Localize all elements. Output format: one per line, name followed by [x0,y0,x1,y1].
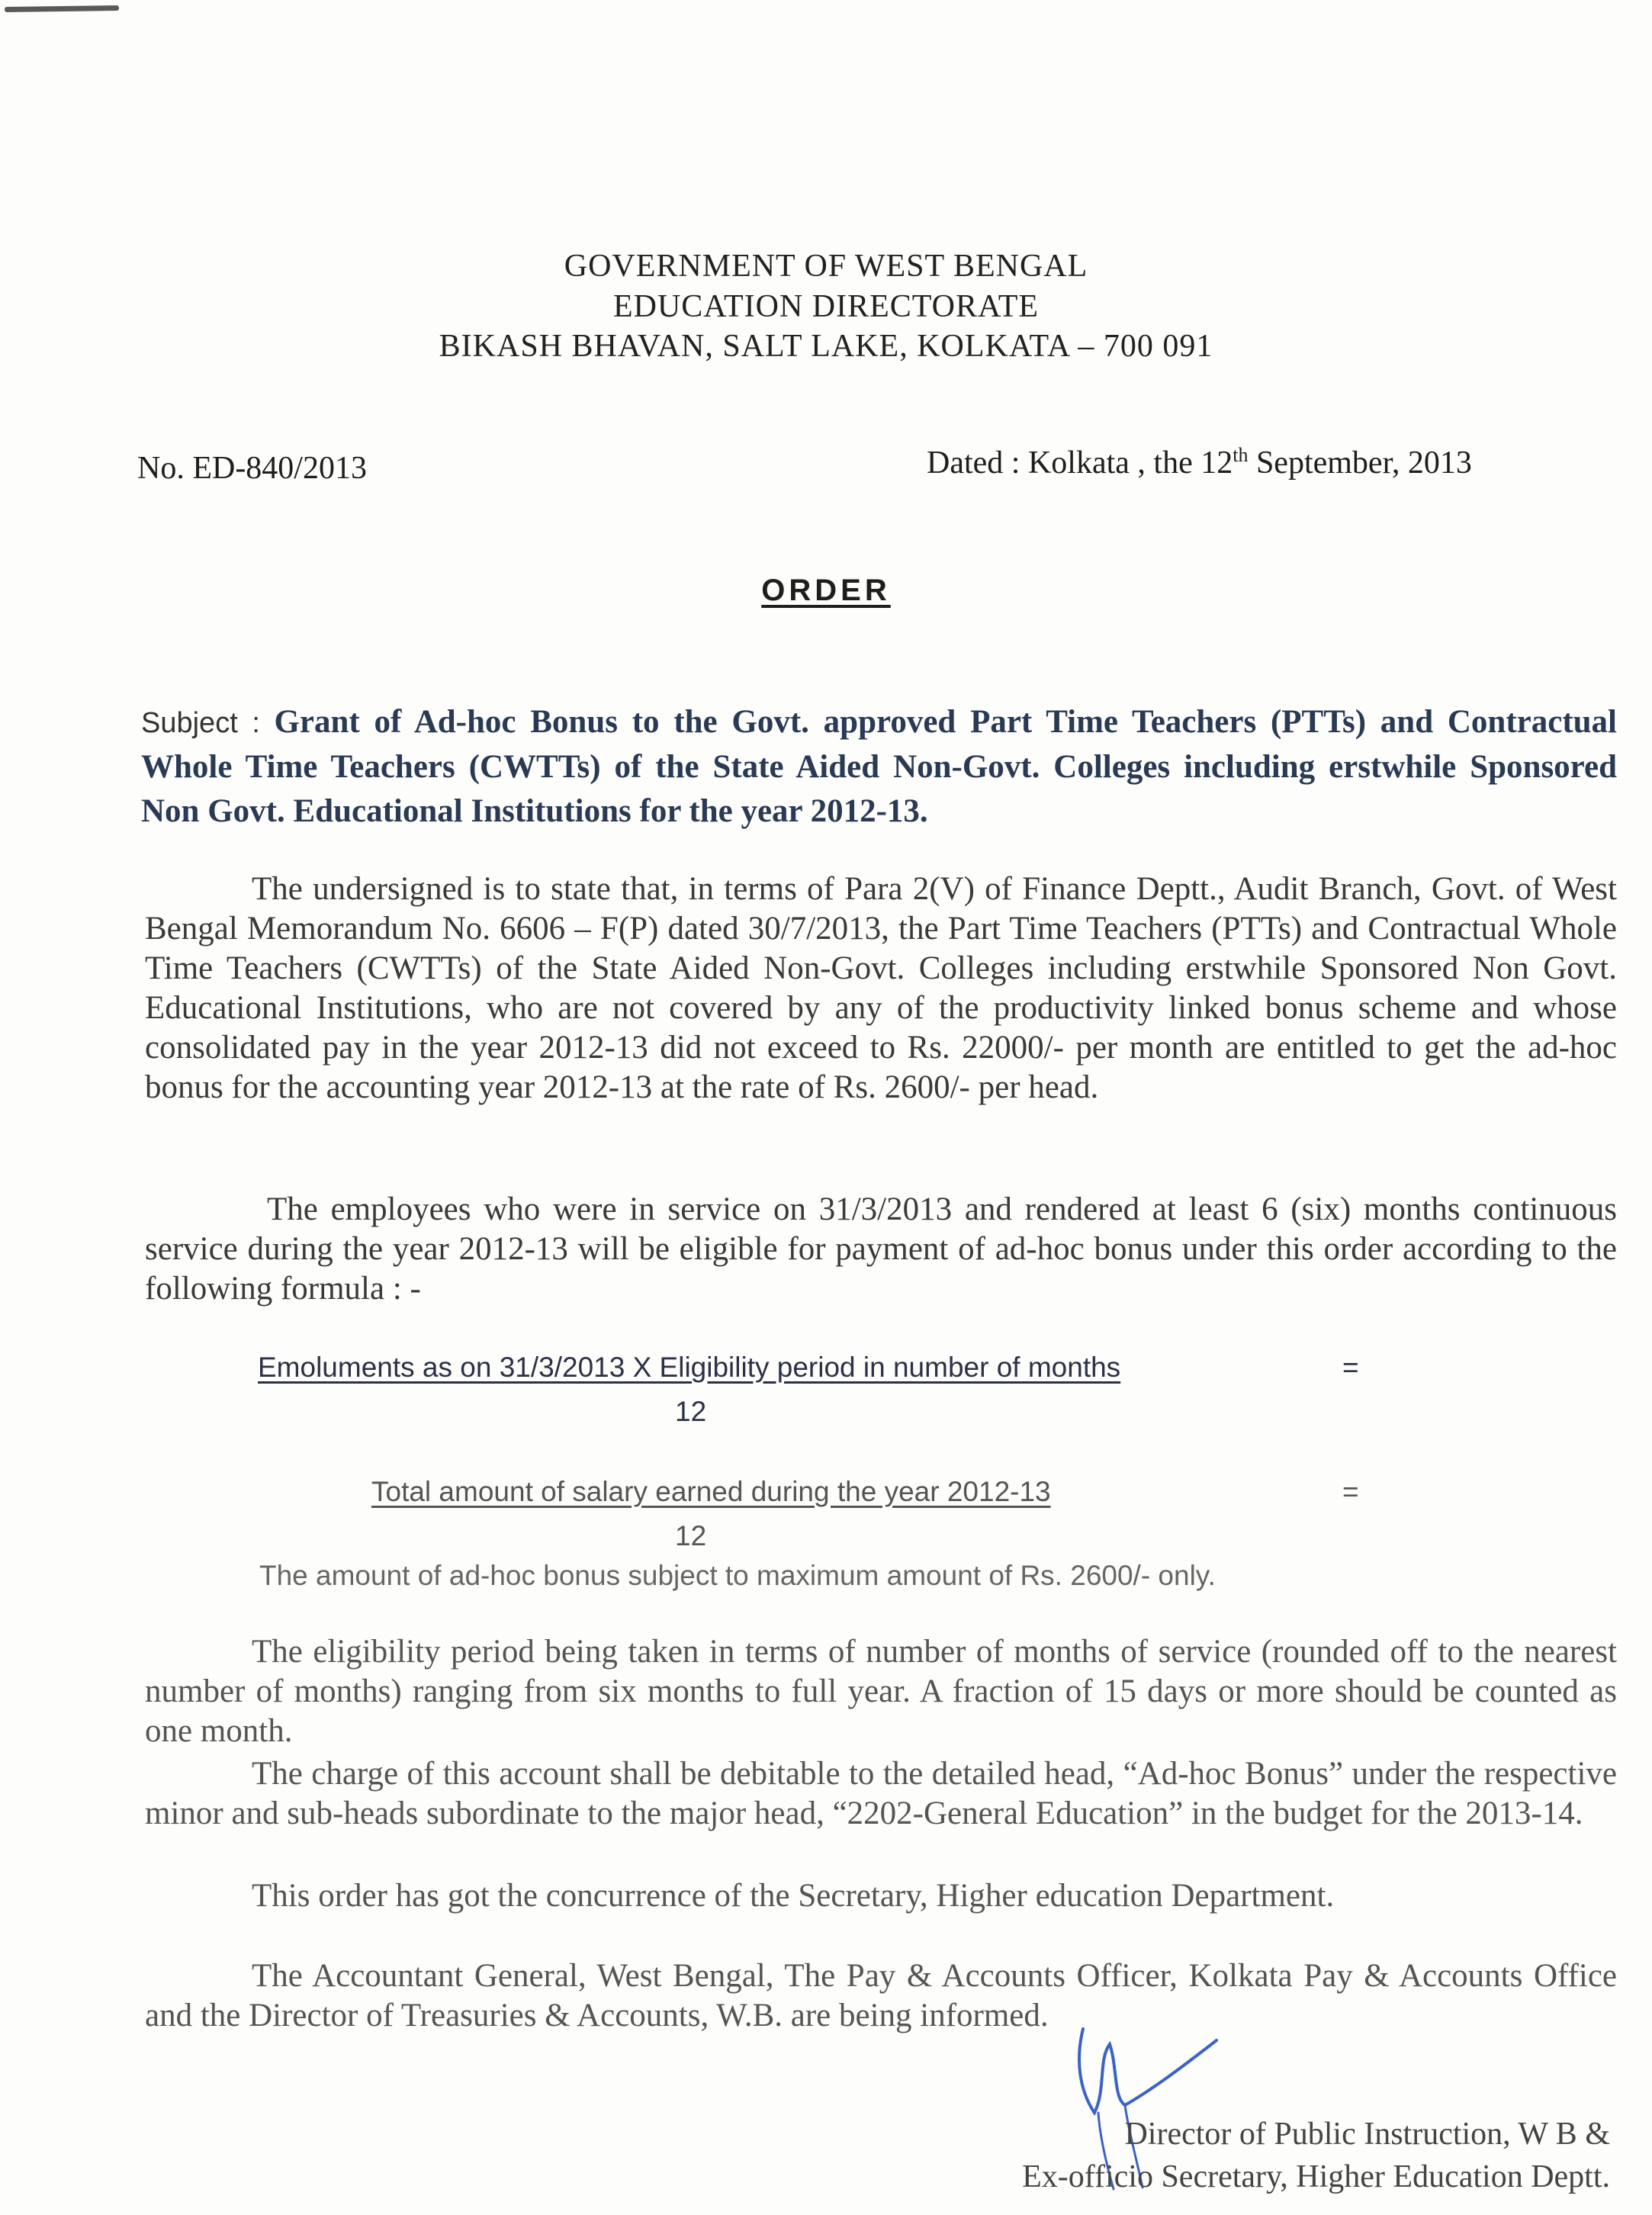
subject-block [141,700,1617,834]
paragraph-charge: The charge of this account shall be debitable to the detailed head, “Ad-hoc Bonus” under the respective minor and sub-heads subordinate to the major head, “2202-General Education” in the budget for the 2013-14. [145,1756,1617,1831]
order-title: ORDER [761,574,891,607]
paragraph-entitlement: The undersigned is to state that, in terms of Para 2(V) of Finance Deptt., Audit Branch, Govt. of West Bengal Memorandum No. 6606 – F(P) dated 30/7/2013, the Part Time Teachers (PTTs) and Contractual Whole Time Teachers (CWTTs) of the State Aided Non-Govt. Colleges including erstwhile Sponsored Non Govt. Educational Institutions, who are not covered by any of the productivity linked bonus scheme and whose consolidated pay in the year 2012-13 did not exceed to Rs. 22000/- per month are entitled to get the ad-hoc bonus for the accounting year 2012-13 at the rate of Rs. 2600/- per head. [145,871,1617,1105]
reference-number: No. ED-840/2013 [137,451,367,486]
formula-denominator-1: 12 [675,1396,707,1427]
formula-equals-2: = [1342,1476,1359,1507]
formula-denominator-2: 12 [675,1520,707,1551]
signatory-office: Ex-officio Secretary, Higher Education Deptt. [1022,2159,1610,2194]
header-government: GOVERNMENT OF WEST BENGAL [564,249,1088,284]
dated-suffix: September, 2013 [1248,445,1472,481]
paragraph-concurrence: This order has got the concurrence of the Secretary, Higher education Department. [252,1878,1335,1914]
subject-lead: Subject : [141,707,275,739]
header-directorate: EDUCATION DIRECTORATE [612,289,1040,324]
dated-sup: th [1233,444,1249,466]
formula-equals-1: = [1342,1352,1359,1383]
formula-numerator-2: Total amount of salary earned during the year 2012-13 [371,1476,1051,1507]
dated-line [927,444,1472,481]
paragraph-period: The eligibility period being taken in terms of number of months of service (rounded off to the nearest number of months) ranging from six months to full year. A fraction of 15 days or more should be counted as one month. [145,1634,1617,1749]
paragraph-informed: The Accountant General, West Bengal, The Pay & Accounts Officer, Kolkata Pay & Accounts Office and the Director of Treasuries & Accounts, W.B. are being informed. [145,1958,1617,2033]
formula-note: The amount of ad-hoc bonus subject to maximum amount of Rs. 2600/- only. [259,1560,1216,1591]
scan-mark [5,5,119,12]
dated-prefix: Dated : Kolkata , the 12 [927,445,1233,481]
formula-numerator-1: Emoluments as on 31/3/2013 X Eligibility period in number of months [258,1352,1121,1383]
paragraph-eligibility: The employees who were in service on 31/3/2013 and rendered at least 6 (six) months continuous service during the year 2012-13 will be eligible for payment of ad-hoc bonus under this order according to the following formula : - [145,1191,1617,1307]
header-address: BIKASH BHAVAN, SALT LAKE, KOLKATA – 700 091 [439,329,1213,364]
signatory-title: Director of Public Instruction, W B & [1124,2117,1610,2152]
subject-text: Grant of Ad-hoc Bonus to the Govt. approved Part Time Teachers (PTTs) and Contractual Whole Time Teachers (CWTTs) of the State Aided Non-Govt. Colleges including erstwhile Sponsored Non Govt. Educational Institutions for the year 2012-13. [141,704,1618,829]
